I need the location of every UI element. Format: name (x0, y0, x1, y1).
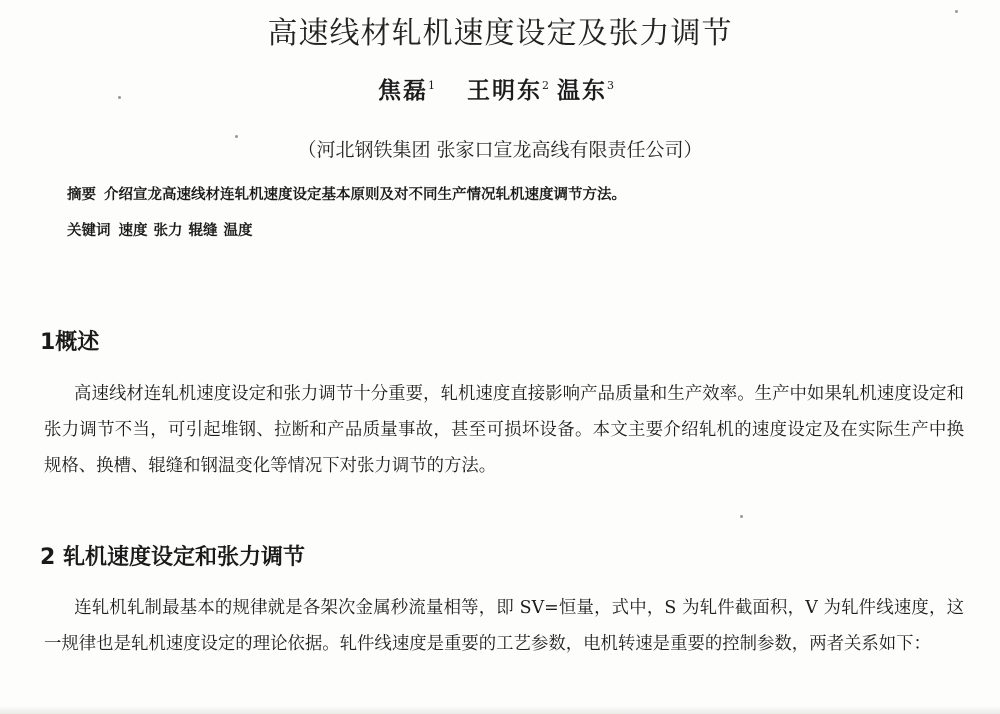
scan-speck (118, 96, 121, 99)
scan-speck (740, 515, 743, 518)
author-affiliation-mark: 3 (607, 79, 616, 93)
abstract-text: 介绍宣龙高速线材连轧机速度设定基本原则及对不同生产情况轧机速度调节方法。 (104, 187, 626, 203)
author-list (0, 72, 1000, 105)
keywords (67, 219, 259, 240)
author-name: 温东 (557, 77, 607, 104)
keywords-label: 关键词 (67, 223, 111, 239)
scan-speck (235, 135, 238, 138)
paragraph-text: 高速线材连轧机速度设定和张力调节十分重要，轧机速度直接影响产品质量和生产效率。生产中如果轧机速度设定和张力调节不当，可引起堆钢、拉断和产品质量事故，甚至可损坏设备。本文主要介绍轧机的速度设定及在实际生产中换规格、换槽、辊缝和钢温变化等情况下对张力调节的方法。 (44, 384, 964, 476)
keyword: 速度 (118, 223, 148, 239)
author-affiliation-mark: 2 (542, 79, 551, 93)
author-name: 焦磊 (377, 77, 428, 104)
section-paragraph (44, 590, 964, 662)
keyword: 张力 (153, 223, 183, 239)
paper-title: 高速线材轧机速度设定及张力调节 (267, 16, 733, 51)
author-name: 王明东 (467, 77, 542, 104)
paragraph-text: 连轧机轧制最基本的规律就是各架次金属秒流量相等，即 SV=恒量，式中，S 为轧件截面积，V 为轧件线速度，这一规律也是轧机速度设定的理论依据。轧件线速度是重要的工艺参数，电机转速是重要的控制参数，两者关系如下： (44, 598, 964, 654)
section-paragraph (44, 376, 964, 484)
scan-edge (0, 706, 1000, 714)
scan-speck (955, 10, 958, 13)
section-heading: 1概述 (40, 330, 100, 355)
abstract-label: 摘要 (67, 187, 96, 203)
affiliation: （河北钢铁集团 张家口宣龙高线有限责任公司） (297, 139, 703, 161)
keyword: 温度 (223, 223, 253, 239)
abstract (67, 183, 626, 204)
author-affiliation-mark: 1 (427, 79, 437, 93)
keyword: 辊缝 (188, 223, 218, 239)
section-heading: 2 轧机速度设定和张力调节 (40, 545, 305, 570)
